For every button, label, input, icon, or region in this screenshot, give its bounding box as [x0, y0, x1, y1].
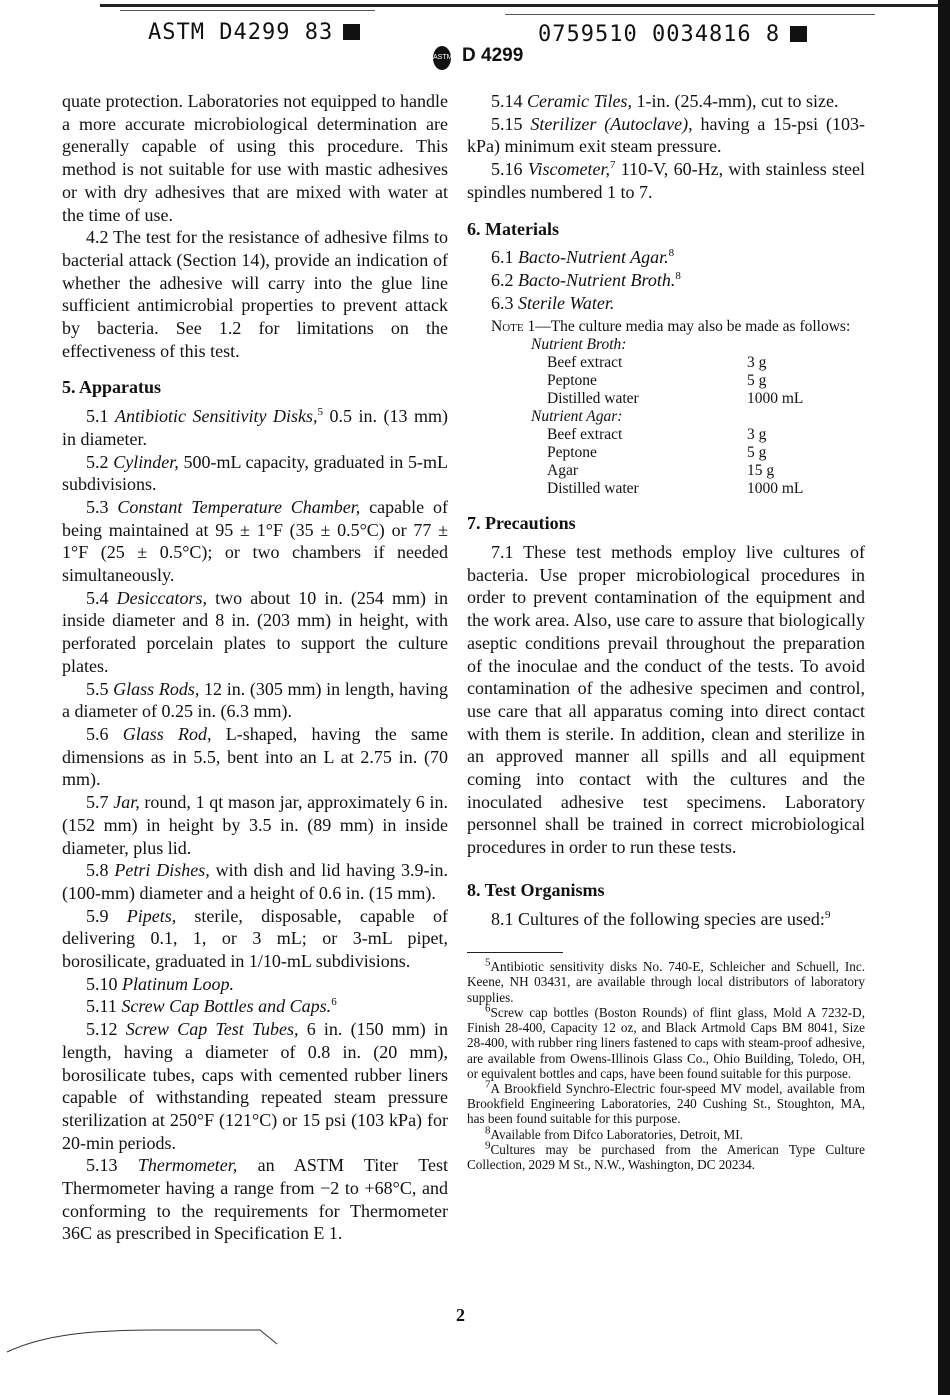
- list-item: [467, 90, 865, 113]
- footnote-rule: [467, 952, 563, 953]
- media-row: [531, 372, 803, 390]
- paragraph-7-1: 7.1 These test methods employ live cultures of bacteria. Use proper microbiological procedures in order to prevent contamination of the equipment and the work area. Also, use care to assure that biologically aseptic conditions prevail throughout the preparation of the inoculae and the conduct of the tests. To avoid contamination of the adhesive specimen and control, use care that all apparatus coming into direct contact with them is sterile. In addition, clean and sterilize in an approved manner all spills and all equipment coming into contact with the cultures and the inoculated adhesive test specimens. Laboratory personnel shall be trained in correct microbiological procedures in order to run these tests.: [467, 542, 865, 858]
- footnote-number: 8: [485, 1124, 491, 1137]
- header-rule-right: [505, 14, 875, 15]
- footnote-text: Antibiotic sensitivity disks No. 740-E, Schleicher and Schuell, Inc. Keene, NH 03431, are available through local distributors of laboratory supplies.: [467, 959, 865, 1005]
- list-item: [62, 678, 448, 723]
- footnote-text: Available from Difco Laboratories, Detroit, MI.: [490, 1126, 743, 1142]
- ingredient: Agar: [547, 462, 578, 480]
- item-title: Screw Cap Bottles and Caps.: [121, 996, 332, 1017]
- footnote: [467, 1002, 865, 1081]
- amount: 1000 mL: [747, 480, 804, 498]
- item-title: Glass Rods,: [113, 678, 200, 699]
- footnote-ref: 9: [824, 908, 831, 921]
- footnote-number: 9: [485, 1139, 491, 1152]
- item-title: Petri Dishes,: [114, 860, 210, 881]
- list-item: [62, 451, 448, 496]
- item-title: Constant Temperature Chamber,: [117, 496, 361, 517]
- item-text: 500-mL capacity, graduated in 5-mL subdivisions.: [62, 451, 449, 495]
- footnote-ref: 7: [609, 159, 616, 172]
- culture-media-table: [531, 336, 803, 498]
- astm-logo: ASTM: [433, 46, 451, 70]
- block-mark: [343, 24, 360, 40]
- media-heading: Nutrient Agar:: [531, 408, 623, 426]
- item-number: 5.1: [86, 406, 116, 427]
- item-title: Screw Cap Test Tubes,: [125, 1019, 299, 1040]
- footnote-ref: 6: [331, 996, 337, 1009]
- right-column: [467, 90, 865, 1172]
- item-title: Viscometer,: [527, 159, 610, 180]
- item-number: 5.11: [86, 996, 122, 1017]
- ingredient: Peptone: [547, 372, 597, 390]
- item-number: 5.4: [86, 587, 117, 608]
- item-number: 5.2: [86, 451, 114, 472]
- item-text: 1-in. (25.4-mm), cut to size.: [632, 91, 839, 111]
- item-text: 12 in. (305 mm) in length, having a diameter of 0.25 in. (6.3 mm).: [62, 678, 448, 722]
- amount: 15 g: [747, 462, 775, 480]
- media-row: [531, 480, 803, 498]
- section-heading-apparatus: 5. Apparatus: [62, 377, 162, 398]
- item-number: 5.7: [86, 792, 114, 813]
- item-title: Sterile Water.: [518, 292, 615, 313]
- list-item: [62, 995, 448, 1018]
- media-row: [531, 354, 803, 372]
- amount: 3 g: [747, 354, 767, 372]
- item-number: 5.10: [86, 973, 122, 994]
- item-title: Cylinder,: [113, 451, 179, 472]
- footnotes: [467, 956, 865, 1172]
- item-title: Desiccators,: [116, 587, 208, 608]
- footnote-ref: 8: [675, 269, 681, 282]
- note-1: [467, 318, 865, 336]
- section-heading-precautions: 7. Precautions: [467, 513, 576, 534]
- list-item: [467, 158, 865, 203]
- paragraph-4-2: 4.2 The test for the resistance of adhesive films to bacterial attack (Section 14), provide an indication of whether the adhesive will carry into the glue line sufficient antimicrobial properties to prevent attack by bacteria. See 1.2 for limitations on the effectiveness of this test.: [62, 227, 448, 361]
- item-number: 6.3: [491, 292, 518, 313]
- list-item: [62, 791, 448, 859]
- item-title: Antibiotic Sensitivity Disks,: [115, 406, 318, 427]
- footnote-number: 6: [485, 1002, 491, 1015]
- item-text: 110-V, 60-Hz, with stainless steel spindles numbered 1 to 7.: [467, 159, 865, 202]
- item-number: 5.14: [491, 91, 527, 111]
- item-number: 5.13: [86, 1155, 138, 1176]
- item-number: 5.12: [86, 1019, 126, 1040]
- item-text: an ASTM Titer Test Thermometer having a range from −2 to +68°C, and conforming to the requirements for Thermometer 36C as prescribed in Specification E 1.: [62, 1155, 448, 1244]
- header-left-code: [148, 20, 360, 45]
- apparatus-list: [62, 405, 448, 1245]
- media-heading: Nutrient Broth:: [531, 336, 627, 354]
- apparatus-list-cont: [467, 90, 865, 204]
- item-number: 6.1: [491, 247, 518, 268]
- list-item: [62, 496, 448, 587]
- footnote-ref: 5: [317, 406, 323, 419]
- ingredient: Distilled water: [547, 390, 639, 408]
- footnote: [467, 1139, 865, 1172]
- item-text: sterile, disposable, capable of delivering 0.1, 1, or 3 mL; or 3-mL pipet, borosilicate, graduated in 1/10-mL subdivisions.: [62, 905, 448, 972]
- list-item: [62, 587, 448, 678]
- amount: 5 g: [747, 372, 767, 390]
- list-item: [467, 246, 865, 269]
- item-text: two about 10 in. (254 mm) in inside diameter and 8 in. (203 mm) in height, with perforated porcelain plates to support the culture plates.: [62, 587, 449, 676]
- footnote: [467, 1124, 865, 1142]
- item-number: 5.8: [86, 860, 115, 881]
- paragraph-8-1: [467, 908, 865, 931]
- list-item: [62, 1154, 448, 1245]
- materials-list: [467, 246, 865, 314]
- item-title: Platinum Loop.: [122, 973, 235, 994]
- left-code-text: ASTM D4299 83: [148, 20, 334, 45]
- media-row: [531, 426, 803, 444]
- item-number: 5.5: [86, 678, 114, 699]
- item-title: Jar,: [113, 792, 140, 813]
- header-right-code: [538, 22, 807, 47]
- item-title: Ceramic Tiles,: [527, 91, 633, 111]
- item-title: Sterilizer (Autoclave),: [530, 113, 693, 134]
- footnote-text: A Brookfield Synchro-Electric four-speed MV model, available from Brookfield Engineering Laboratories, 240 Cushing St., Stoughton, MA, has been found suitable for this purpose.: [467, 1080, 865, 1127]
- footnote-ref: 8: [668, 247, 675, 260]
- item-title: Bacto-Nutrient Agar.: [518, 247, 669, 268]
- ingredient: Distilled water: [547, 480, 639, 498]
- section-heading-test-organisms: 8. Test Organisms: [467, 879, 605, 900]
- item-number: 5.15: [491, 113, 531, 134]
- item-text: 6 in. (150 mm) in length, having a diameter of 0.8 in. (20 mm), borosilicate tubes, caps with cemented rubber liners capable of withstanding repeated steam pressure sterilization at 250°F (121°C) or 15 psi (103 kPa) for 20-min periods.: [62, 1019, 448, 1153]
- footnote-number: 5: [485, 956, 491, 969]
- footnote-text: Cultures may be purchased from the American Type Culture Collection, 2029 M St., N.W., Washington, DC 20234.: [467, 1141, 865, 1172]
- list-item: [62, 973, 448, 996]
- item-title: Thermometer,: [137, 1155, 238, 1176]
- footnote-number: 7: [485, 1078, 491, 1091]
- item-number: 5.16: [491, 159, 528, 180]
- note-text: —The culture media may also be made as follows:: [535, 318, 851, 336]
- right-code-text: 0759510 0034816 8: [538, 22, 781, 47]
- designation: D 4299: [462, 45, 524, 66]
- footnote: [467, 1078, 865, 1127]
- item-number: 5.9: [86, 905, 127, 926]
- top-rule: [100, 4, 940, 7]
- list-item: [62, 723, 448, 791]
- item-number: 5.3: [86, 496, 118, 517]
- item-title: Pipets,: [126, 905, 177, 926]
- note-label: Note 1: [491, 318, 536, 336]
- amount: 3 g: [747, 426, 767, 444]
- list-item: [62, 859, 448, 904]
- list-item: [467, 292, 865, 315]
- paragraph: quate protection. Laboratories not equipped to handle a more accurate microbiological determination are generally capable of using this procedure. This method is not suitable for use with mastic adhesives or with dry adhesives that are mixed with water at the time of use.: [62, 91, 448, 225]
- media-row: [531, 462, 803, 480]
- scan-edge-bar: [938, 0, 950, 1395]
- ingredient: Beef extract: [547, 354, 623, 372]
- left-column: [62, 90, 448, 1245]
- item-text: with dish and lid having 3.9-in. (100-mm) diameter and a height of 0.6 in. (15 mm).: [62, 860, 449, 903]
- section-heading-materials: 6. Materials: [467, 218, 559, 239]
- item-number: 6.2: [491, 269, 518, 290]
- pen-mark: [5, 1322, 285, 1362]
- footnote: [467, 956, 865, 1005]
- media-row: [531, 390, 803, 408]
- p81-text: 8.1 Cultures of the following species are used:: [491, 908, 825, 929]
- page-number: 2: [456, 1305, 465, 1325]
- media-heading-row: [531, 336, 803, 354]
- amount: 1000 mL: [747, 390, 804, 408]
- item-text: capable of being maintained at 95 ± 1°F (35 ± 0.5°C) or 77 ± 1°F (25 ± 0.5°C); or two chambers if needed simultaneously.: [62, 496, 449, 586]
- item-text: L-shaped, having the same dimensions as in 5.5, bent into an L at 2.75 in. (70 mm).: [62, 723, 448, 790]
- media-heading-row: [531, 408, 803, 426]
- item-text: 0.5 in. (13 mm) in diameter.: [62, 406, 449, 449]
- media-row: [531, 444, 803, 462]
- block-mark: [790, 26, 807, 42]
- item-number: 5.6: [86, 723, 123, 744]
- list-item: [62, 405, 448, 450]
- list-item: [62, 905, 448, 973]
- item-title: Glass Rod,: [122, 723, 212, 744]
- amount: 5 g: [747, 444, 767, 462]
- item-title: Bacto-Nutrient Broth.: [518, 269, 676, 290]
- list-item: [62, 1018, 448, 1154]
- list-item: [467, 113, 865, 158]
- item-text: having a 15-psi (103-kPa) minimum exit steam pressure.: [467, 113, 866, 157]
- ingredient: Beef extract: [547, 426, 623, 444]
- footnote-text: Screw cap bottles (Boston Rounds) of flint glass, Mold A 7232-D, Finish 28-400, Capacity 12 oz, and Black Artmold Caps BM 8041, Size 28-400, with rubber ring liners fastened to caps with steam-proof adhesive, are available from Owens-Illinois Glass Co., Ohio Building, Toledo, OH, or equivalent bottles and caps, have been found suitable for this purpose.: [467, 1004, 865, 1081]
- list-item: [467, 269, 865, 292]
- ingredient: Peptone: [547, 444, 597, 462]
- header-rule-left: [120, 10, 375, 11]
- item-text: round, 1 qt mason jar, approximately 6 in. (152 mm) in height by 3.5 in. (89 mm) in inside diameter, plus lid.: [62, 792, 448, 858]
